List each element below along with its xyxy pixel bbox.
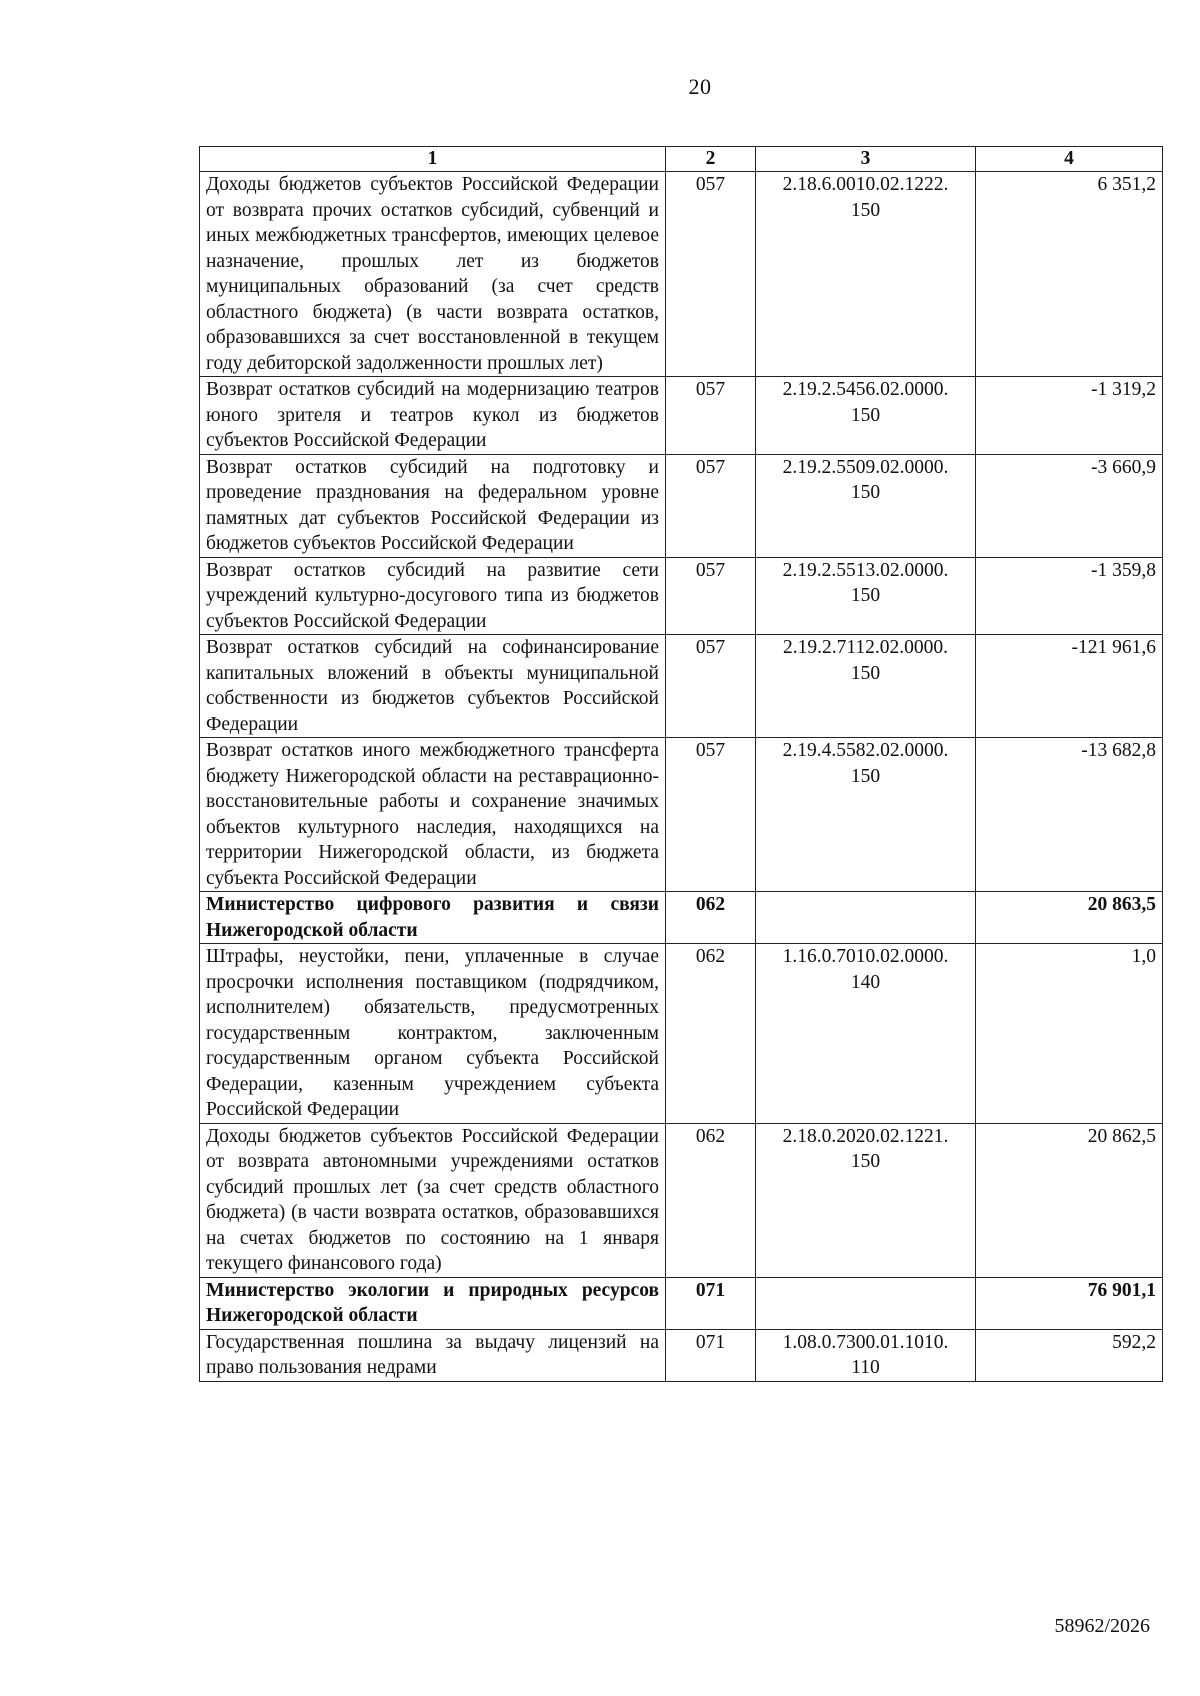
- column-header: 1: [200, 147, 666, 172]
- row-description: Государственная пошлина за выдачу лицензий на право пользования недрами: [200, 1329, 666, 1381]
- table-row: [200, 1329, 1163, 1381]
- page-number: 20: [688, 74, 712, 99]
- row-admin-code: 057: [666, 172, 756, 377]
- column-header: 4: [976, 147, 1163, 172]
- row-description: Доходы бюджетов субъектов Российской Федерации от возврата прочих остатков субсидий, субвенций и иных межбюджетных трансфертов, имеющих целевое назначение, прошлых лет из бюджетов муниципальных образований (за счет средств областного бюджета) (в части возврата остатков, образовавшихся за счет восстановленной в текущем году дебиторской задолженности прошлых лет): [200, 172, 666, 377]
- row-classification-code: [756, 1277, 976, 1329]
- table-row: [200, 377, 1163, 455]
- row-classification-code: [756, 892, 976, 944]
- row-admin-code: 062: [666, 1123, 756, 1277]
- table-row: [200, 454, 1163, 557]
- column-header: 2: [666, 147, 756, 172]
- row-classification-code: 2.19.2.5509.02.0000. 150: [756, 454, 976, 557]
- table-row: [200, 635, 1163, 738]
- row-description: Министерство цифрового развития и связи Нижегородской области: [200, 892, 666, 944]
- row-description: Возврат остатков иного межбюджетного трансферта бюджету Нижегородской области на реставрационно-восстановительные работы и сохранение значимых объектов культурного наследия, находящихся на территории Нижегородской области, из бюджета субъекта Российской Федерации: [200, 738, 666, 892]
- row-classification-code: 2.19.4.5582.02.0000. 150: [756, 738, 976, 892]
- row-description: Возврат остатков субсидий на развитие сети учреждений культурно-досугового типа из бюджетов субъектов Российской Федерации: [200, 557, 666, 635]
- row-classification-code: 2.18.6.0010.02.1222. 150: [756, 172, 976, 377]
- row-description: Возврат остатков субсидий на модернизацию театров юного зрителя и театров кукол из бюджетов субъектов Российской Федерации: [200, 377, 666, 455]
- row-classification-code: 2.19.2.5513.02.0000. 150: [756, 557, 976, 635]
- row-admin-code: 057: [666, 557, 756, 635]
- row-admin-code: 057: [666, 738, 756, 892]
- table-row: [200, 172, 1163, 377]
- document-number: 58962/2026: [1054, 1615, 1150, 1637]
- column-header: 3: [756, 147, 976, 172]
- row-admin-code: 062: [666, 944, 756, 1124]
- row-amount: 1,0: [976, 944, 1163, 1124]
- row-classification-code: 1.16.0.7010.02.0000. 140: [756, 944, 976, 1124]
- row-amount: -13 682,8: [976, 738, 1163, 892]
- row-admin-code: 057: [666, 635, 756, 738]
- table-row-section: [200, 1277, 1163, 1329]
- budget-table: [199, 146, 1163, 1382]
- row-amount: 20 862,5: [976, 1123, 1163, 1277]
- row-admin-code: 071: [666, 1329, 756, 1381]
- row-admin-code: 071: [666, 1277, 756, 1329]
- row-amount: -3 660,9: [976, 454, 1163, 557]
- table-row-section: [200, 892, 1163, 944]
- row-admin-code: 057: [666, 377, 756, 455]
- row-admin-code: 057: [666, 454, 756, 557]
- row-amount: -1 359,8: [976, 557, 1163, 635]
- table-header-row: [200, 147, 1163, 172]
- table-row: [200, 738, 1163, 892]
- row-classification-code: 1.08.0.7300.01.1010. 110: [756, 1329, 976, 1381]
- row-description: Возврат остатков субсидий на софинансирование капитальных вложений в объекты муниципальной собственности из бюджетов субъектов Российской Федерации: [200, 635, 666, 738]
- row-description: Возврат остатков субсидий на подготовку и проведение празднования на федеральном уровне памятных дат субъектов Российской Федерации из бюджетов субъектов Российской Федерации: [200, 454, 666, 557]
- row-classification-code: 2.19.2.5456.02.0000. 150: [756, 377, 976, 455]
- row-classification-code: 2.19.2.7112.02.0000. 150: [756, 635, 976, 738]
- row-amount: -121 961,6: [976, 635, 1163, 738]
- row-amount: 592,2: [976, 1329, 1163, 1381]
- row-description: Министерство экологии и природных ресурсов Нижегородской области: [200, 1277, 666, 1329]
- row-description: Доходы бюджетов субъектов Российской Федерации от возврата автономными учреждениями остатков субсидий прошлых лет (за счет средств областного бюджета) (в части возврата остатков, образовавшихся на счетах бюджетов по состоянию на 1 января текущего финансового года): [200, 1123, 666, 1277]
- table-row: [200, 1123, 1163, 1277]
- row-description: Штрафы, неустойки, пени, уплаченные в случае просрочки исполнения поставщиком (подрядчиком, исполнителем) обязательств, предусмотренных государственным контрактом, заключенным государственным органом субъекта Российской Федерации, казенным учреждением субъекта Российской Федерации: [200, 944, 666, 1124]
- row-amount: 6 351,2: [976, 172, 1163, 377]
- table-body: [200, 172, 1163, 1382]
- row-amount: 76 901,1: [976, 1277, 1163, 1329]
- row-admin-code: 062: [666, 892, 756, 944]
- table-row: [200, 557, 1163, 635]
- row-amount: -1 319,2: [976, 377, 1163, 455]
- table-row: [200, 944, 1163, 1124]
- row-classification-code: 2.18.0.2020.02.1221. 150: [756, 1123, 976, 1277]
- row-amount: 20 863,5: [976, 892, 1163, 944]
